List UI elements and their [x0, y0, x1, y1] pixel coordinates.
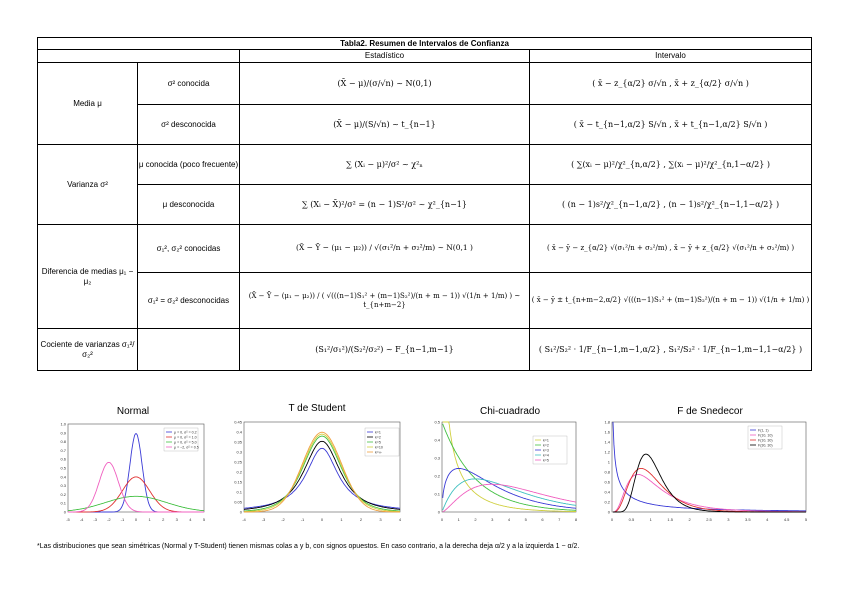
var-unknown-int: ( (n − 1)s²/χ²_{n−1,α/2} , (n − 1)s²/χ²_{n−1,1−α/2} ) — [530, 185, 812, 225]
series-line-3 — [68, 496, 204, 510]
y-tick-label: 0 — [437, 509, 440, 515]
x-tick-label: -1 — [120, 517, 125, 522]
y-tick-label: 0.4 — [604, 489, 610, 495]
x-tick-label: -1 — [300, 517, 305, 522]
x-tick-label: 1 — [340, 517, 343, 522]
f-chart — [600, 418, 810, 526]
x-tick-label: -2 — [107, 517, 111, 522]
y-tick-label: 1.8 — [604, 419, 610, 425]
x-tick-label: 0 — [440, 517, 444, 522]
summary-table — [37, 37, 812, 371]
t-chart — [232, 418, 404, 526]
series-line-4 — [68, 462, 204, 512]
var-unknown: μ desconocida — [138, 185, 240, 225]
x-tick-label: -3 — [93, 517, 97, 522]
x-tick-label: 5 — [524, 517, 527, 522]
x-tick-label: 3 — [727, 517, 730, 522]
legend-label: k=1 — [375, 430, 381, 435]
x-tick-label: 2 — [474, 517, 477, 522]
x-tick-label: -2 — [281, 517, 285, 522]
col-intervalo: Intervalo — [530, 50, 812, 63]
x-tick-label: 2 — [688, 517, 691, 522]
f-title: F de Snedecor — [677, 406, 743, 417]
y-tick-label: 0.2 — [60, 491, 66, 497]
x-tick-label: 0.5 — [628, 517, 635, 522]
x-tick-label: 7 — [558, 517, 561, 522]
y-tick-label: 0.8 — [60, 439, 66, 445]
legend-label: F(10, 30) — [758, 438, 773, 443]
y-tick-label: 0.4 — [60, 474, 66, 480]
y-tick-label: 0.25 — [234, 459, 242, 465]
legend-label: k=∞ — [375, 450, 382, 455]
normal-title: Normal — [116, 406, 150, 417]
x-tick-label: 0 — [134, 517, 138, 522]
y-tick-label: 0.9 — [60, 430, 66, 436]
x-tick-label: -3 — [261, 517, 266, 522]
y-tick-label: 0.5 — [434, 419, 440, 425]
legend-label: μ = −2, σ² = 0.5 — [174, 445, 199, 450]
x-tick-label: 3.5 — [745, 517, 751, 522]
legend-label: k=4 — [543, 453, 549, 458]
y-tick-label: 0.1 — [236, 489, 242, 495]
x-tick-label: 1 — [457, 517, 460, 522]
row-dif: Diferencia de medias μ₁ − μ₂ — [38, 225, 138, 329]
dif-known-stat: (X̄ − Ȳ − (μ₁ − μ₂)) / √(σ₁²/n + σ₂²/m) ~ N(0,1 ) — [240, 225, 530, 273]
dif-unknown-stat: (X̄ − Ȳ − (μ₁ − μ₂)) / ( √(((n−1)S₁² + (m−1)S₂²)/(n + m − 1)) √(1/n + 1/m) ) ~ t_{n+m−2} — [240, 273, 530, 329]
var-known-int: ( ∑(xᵢ − μ)²/χ²_{n,α/2} , ∑(xᵢ − μ)²/χ²_{n,1−α/2} ) — [530, 145, 812, 185]
y-tick-label: 0.5 — [60, 465, 66, 471]
row-cociente: Cociente de varianzas σ₁²/σ₂² — [38, 329, 138, 371]
y-tick-label: 1.6 — [604, 429, 610, 435]
x-tick-label: 4 — [507, 517, 511, 522]
x-tick-label: 4 — [398, 517, 402, 522]
x-tick-label: 2 — [359, 517, 363, 522]
y-tick-label: 1.2 — [604, 449, 610, 455]
x-tick-label: 4 — [189, 517, 192, 522]
x-tick-label: 3 — [491, 517, 494, 522]
cociente-empty — [138, 329, 240, 371]
legend-label: k=5 — [375, 440, 381, 445]
plot-frame — [442, 422, 576, 512]
legend-label: F(30, 30) — [758, 443, 773, 448]
y-tick-label: 0.35 — [234, 439, 242, 445]
var-unknown-stat: ∑ (Xᵢ − X̄)²/σ² = (n − 1)S²/σ² ~ χ²_{n−1} — [240, 185, 530, 225]
y-tick-label: 0.1 — [60, 500, 66, 506]
y-tick-label: 0.15 — [234, 479, 242, 485]
legend-label: k=1 — [543, 438, 549, 443]
x-tick-label: 1 — [148, 517, 151, 522]
x-tick-label: 4.5 — [783, 517, 790, 522]
y-tick-label: 1 — [607, 459, 610, 465]
legend-label: k=5 — [543, 458, 549, 463]
legend-label: k=2 — [375, 435, 381, 440]
x-tick-label: 0 — [610, 517, 614, 522]
y-tick-label: 0.2 — [434, 473, 440, 479]
dif-unknown-int: ( x̄ − ȳ ± t_{n+m−2,α/2} √(((n−1)S₁² + (m−1)S₂²)/(n + m − 1)) √(1/n + 1/m) ) — [530, 273, 812, 329]
series-line-3 — [443, 468, 576, 508]
x-tick-label: 2 — [162, 517, 165, 522]
x-tick-label: -4 — [79, 517, 84, 522]
cociente-stat: (S₁²/σ₁²)/(S₂²/σ₂²) ~ F_{n−1,m−1} — [240, 329, 530, 371]
var-known: μ conocida (poco frecuente) — [138, 145, 240, 185]
y-tick-label: 0 — [239, 509, 242, 515]
normal-chart — [56, 420, 208, 526]
y-tick-label: 0.1 — [434, 491, 440, 497]
legend-label: μ = 0, σ² = 0.2 — [174, 430, 197, 435]
y-tick-label: 0.6 — [604, 479, 610, 485]
y-tick-label: 0.05 — [234, 499, 242, 505]
y-tick-label: 0.6 — [60, 456, 66, 462]
series-line-2 — [613, 474, 806, 512]
row-varianza: Varianza σ² — [38, 145, 138, 225]
y-tick-label: 0 — [607, 509, 610, 515]
media-unknown-stat: (X̄ − μ)/(S/√n) ~ t_{n−1} — [240, 105, 530, 145]
x-tick-label: 6 — [541, 517, 544, 522]
chi-title: Chi-cuadrado — [479, 406, 541, 417]
chi-chart — [430, 418, 580, 526]
legend-label: F(10, 10) — [758, 433, 773, 438]
dif-unknown: σ₁² = σ₂² desconocidas — [138, 273, 240, 329]
col-estadistico: Estadístico — [240, 50, 530, 63]
var-known-stat: ∑ (Xᵢ − μ)²/σ² ~ χ²ₙ — [240, 145, 530, 185]
row-media: Media μ — [38, 63, 138, 145]
legend-label: μ = 0, σ² = 1.0 — [174, 435, 197, 440]
media-known-int: ( x̄ − z_{α/2} σ/√n , x̄ + z_{α/2} σ/√n ) — [530, 63, 812, 105]
x-tick-label: 1 — [649, 517, 652, 522]
media-known: σ² conocida — [138, 63, 240, 105]
x-tick-label: 3 — [379, 517, 382, 522]
y-tick-label: 0.2 — [236, 469, 242, 475]
x-tick-label: 5 — [202, 517, 206, 522]
y-tick-label: 0.3 — [236, 449, 242, 455]
table-title: Tabla2. Resumen de Intervalos de Confianza — [38, 38, 812, 50]
y-tick-label: 0.3 — [434, 455, 440, 461]
y-tick-label: 0.4 — [236, 429, 242, 435]
y-tick-label: 0 — [63, 509, 66, 515]
x-tick-label: 3 — [175, 517, 178, 522]
legend-label: k=3 — [543, 448, 549, 453]
y-tick-label: 0.2 — [604, 499, 610, 505]
x-tick-label: 1.5 — [667, 517, 673, 522]
media-unknown: σ² desconocida — [138, 105, 240, 145]
legend-label: μ = 0, σ² = 5.0 — [174, 440, 197, 445]
y-tick-label: 0.3 — [60, 483, 66, 489]
x-tick-label: 2.5 — [706, 517, 712, 522]
legend-label: k=2 — [543, 443, 549, 448]
cociente-int: ( S₁²/S₂² · 1/F_{n−1,m−1,α/2} , S₁²/S₂² · 1/F_{n−1,m−1,1−α/2} ) — [530, 329, 812, 371]
x-tick-label: 5 — [804, 517, 808, 522]
y-tick-label: 1.0 — [60, 421, 66, 427]
legend-label: k=10 — [375, 445, 383, 450]
blank-header — [38, 50, 240, 63]
x-tick-label: 0 — [320, 517, 324, 522]
x-tick-label: 4 — [766, 517, 769, 522]
x-tick-label: -4 — [242, 517, 246, 522]
media-known-stat: (X̄ − μ)/(σ/√n) ~ N(0,1) — [240, 63, 530, 105]
y-tick-label: 0.8 — [604, 469, 610, 475]
y-tick-label: 0.4 — [434, 437, 440, 443]
footnote: *Las distribuciones que sean simétricas (Normal y T-Student) tienen mismas colas a y b, con signos opuestos. En caso contrario, a la derecha deja α/2 y a la izquierda 1 − α/2. — [37, 543, 580, 550]
x-tick-label: -5 — [66, 517, 70, 522]
t-title: T de Student — [288, 403, 346, 414]
series-line-4 — [613, 454, 806, 512]
dif-known: σ₁², σ₂² conocidas — [138, 225, 240, 273]
media-unknown-int: ( x̄ − t_{n−1,α/2} S/√n , x̄ + t_{n−1,α/2} S/√n ) — [530, 105, 812, 145]
legend-label: F(1, 1) — [758, 428, 769, 433]
dif-known-int: ( x̄ − ȳ − z_{α/2} √(σ₁²/n + σ₂²/m) , x̄ − ȳ + z_{α/2} √(σ₁²/n + σ₂²/m) ) — [530, 225, 812, 273]
y-tick-label: 0.7 — [60, 447, 66, 453]
y-tick-label: 0.45 — [234, 419, 242, 425]
y-tick-label: 1.4 — [604, 439, 610, 445]
x-tick-label: 8 — [574, 517, 578, 522]
